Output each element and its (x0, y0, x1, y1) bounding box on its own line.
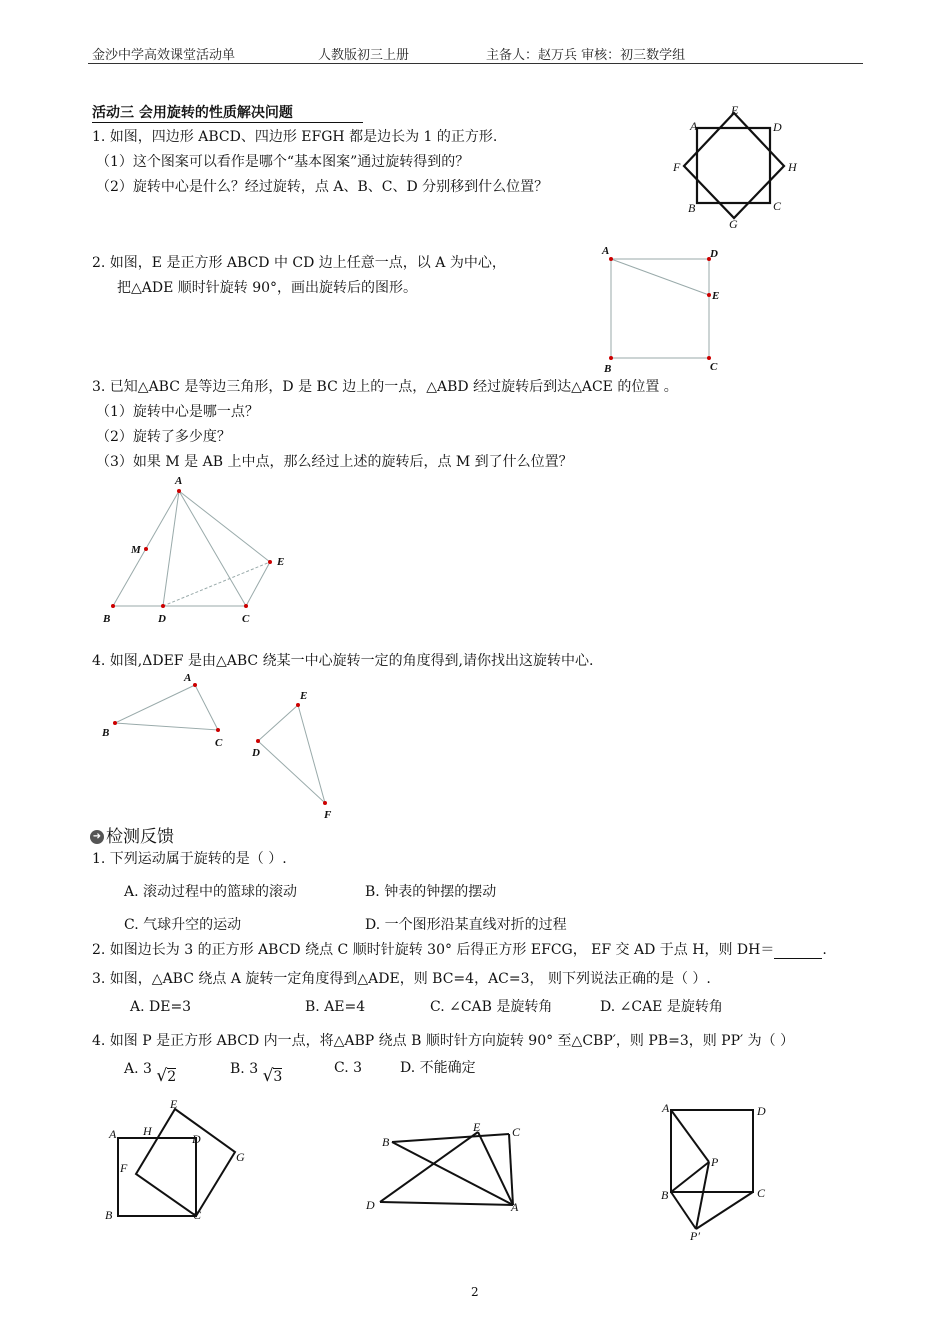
header-edition: 人教版初三上册 (318, 48, 410, 63)
fig5-label-b: B (105, 1208, 113, 1222)
fig3-label-d: D (158, 613, 166, 625)
fig3-label-e: E (277, 556, 285, 568)
q3-part3: （3）如果 M 是 AB 上中点，那么经过上述的旋转后，点 M 到了什么位置？ (96, 454, 573, 470)
fb-q3-option-c: C. ∠CAB 是旋转角 (430, 999, 553, 1015)
figure-equilateral-triangle (98, 474, 298, 629)
figure-square-p (656, 1098, 786, 1243)
fb-q3-option-b: B. AE=4 (305, 999, 366, 1015)
q1-part2: （2）旋转中心是什么？经过旋转，点 A、B、C、D 分别移到什么位置？ (96, 179, 549, 195)
q3-part2: （2）旋转了多少度？ (96, 429, 231, 445)
fig1-label-g: G (729, 217, 738, 231)
q3-part1: （1）旋转中心是哪一点？ (96, 404, 259, 420)
fig2-label-c: C (710, 361, 718, 373)
figure-square-ade (598, 244, 728, 376)
fig2-label-a: A (602, 245, 610, 257)
fig7-label-p: P (711, 1155, 719, 1169)
fb-q1-option-a: A. 滚动过程中的篮球的滚动 (124, 884, 298, 900)
fig7-label-a: A (662, 1101, 670, 1115)
fig4-label-c: C (215, 737, 223, 749)
fb-q1-stem: 1. 下列运动属于旋转的是（ ）. (92, 851, 287, 867)
fb-q2: 2. 如图边长为 3 的正方形 ABCD 绕点 C 顺时针旋转 30° 后得正方形 EFCG， EF 交 AD 于点 H，则 DH＝ . (92, 942, 827, 958)
fig1-label-f: F (673, 160, 681, 174)
fig4-label-e: E (300, 690, 308, 702)
feedback-title: ➜ 检测反馈 (90, 822, 174, 847)
fig6-label-e: E (473, 1120, 481, 1134)
fig2-label-d: D (710, 248, 718, 260)
fig7-label-d: D (757, 1104, 766, 1118)
fig5-label-d: D (192, 1132, 201, 1146)
answer-blank (774, 944, 822, 959)
figure-rotated-square (100, 1095, 260, 1230)
q3-stem: 3. 已知△ABC 是等边三角形，D 是 BC 边上的一点，△ABD 经过旋转后到达△ACE 的位置 。 (92, 379, 678, 395)
fb-q4-option-b: B. 3 √3 (230, 1061, 283, 1086)
fig3-label-a: A (175, 475, 183, 487)
figure-rotated-triangles (366, 1118, 538, 1218)
fig4-label-d: D (252, 747, 260, 759)
fig3-label-b: B (103, 613, 111, 625)
fb-q4-option-c: C. 3 (334, 1060, 363, 1076)
fig4-label-b: B (102, 727, 110, 739)
fig6-label-d: D (366, 1198, 375, 1212)
fb-q3-stem: 3. 如图，△ABC 绕点 A 旋转一定角度得到△ADE，则 BC=4，AC=3， 则下列说法正确的是（ ）. (92, 971, 711, 987)
fig1-label-b: B (688, 201, 696, 215)
fig6-label-a: A (511, 1200, 519, 1214)
page-number: 2 (471, 1285, 479, 1299)
fig2-label-b: B (604, 363, 612, 375)
fig3-label-c: C (242, 613, 250, 625)
fig1-label-c: C (773, 199, 782, 213)
fig5-label-a: A (109, 1127, 117, 1141)
header-rule (88, 63, 863, 64)
activity3-title: 活动三 会用旋转的性质解决问题 (92, 104, 363, 123)
fig3-label-m: M (131, 544, 141, 556)
fig1-label-d: D (773, 120, 782, 134)
fig6-label-b: B (382, 1135, 390, 1149)
q2-line2: 把△ADE 顺时针旋转 90°，画出旋转后的图形。 (117, 280, 418, 296)
arrow-icon: ➜ (90, 830, 104, 844)
fig5-label-e: E (170, 1097, 178, 1111)
figure-two-squares (668, 100, 803, 235)
header-author: 主备人：赵万兵 审核：初三数学组 (486, 48, 686, 63)
fig1-label-e: E (731, 103, 739, 117)
fb-q1-option-d: D. 一个图形沿某直线对折的过程 (365, 917, 567, 933)
fig1-label-a: A (690, 119, 698, 133)
figure-triangles-abc-def (98, 668, 348, 823)
fb-q3-option-a: A. DE=3 (130, 999, 192, 1015)
fig7-label-c: C (757, 1186, 766, 1200)
fb-q4-option-a: A. 3 √2 (124, 1061, 177, 1086)
fig7-label-b: B (661, 1188, 669, 1202)
fig5-label-c: C (193, 1208, 202, 1222)
fig5-label-g: G (236, 1150, 245, 1164)
q1-part1: （1）这个图案可以看作是哪个“基本图案”通过旋转得到的？ (96, 154, 470, 170)
fb-q1-option-b: B. 钟表的钟摆的摆动 (365, 884, 497, 900)
fig6-label-c: C (512, 1125, 521, 1139)
header-school: 金沙中学高效课堂活动单 (92, 48, 236, 63)
fig2-label-e: E (712, 290, 720, 302)
fig5-label-h: H (143, 1124, 152, 1138)
fb-q4-stem: 4. 如图 P 是正方形 ABCD 内一点，将△ABP 绕点 B 顺时针方向旋转 90° 至△CBP′，则 PB=3，则 PP′ 为（ ） (92, 1033, 795, 1049)
fig4-label-a: A (184, 672, 192, 684)
fb-q1-option-c: C. 气球升空的运动 (124, 917, 242, 933)
fig4-label-f: F (324, 809, 332, 821)
q2-line1: 2. 如图，E 是正方形 ABCD 中 CD 边上任意一点，以 A 为中心， (92, 255, 506, 271)
q1-stem: 1. 如图，四边形 ABCD、四边形 EFGH 都是边长为 1 的正方形. (92, 129, 498, 145)
fb-q3-option-d: D. ∠CAE 是旋转角 (600, 999, 723, 1015)
fig5-label-f: F (120, 1161, 128, 1175)
q4-stem: 4. 如图,ΔDEF 是由△ABC 绕某一中心旋转一定的角度得到,请你找出这旋转中心. (92, 653, 594, 669)
fb-q4-option-d: D. 不能确定 (400, 1060, 476, 1076)
fig7-label-p-prime: P′ (690, 1229, 700, 1243)
fig1-label-h: H (788, 160, 797, 174)
